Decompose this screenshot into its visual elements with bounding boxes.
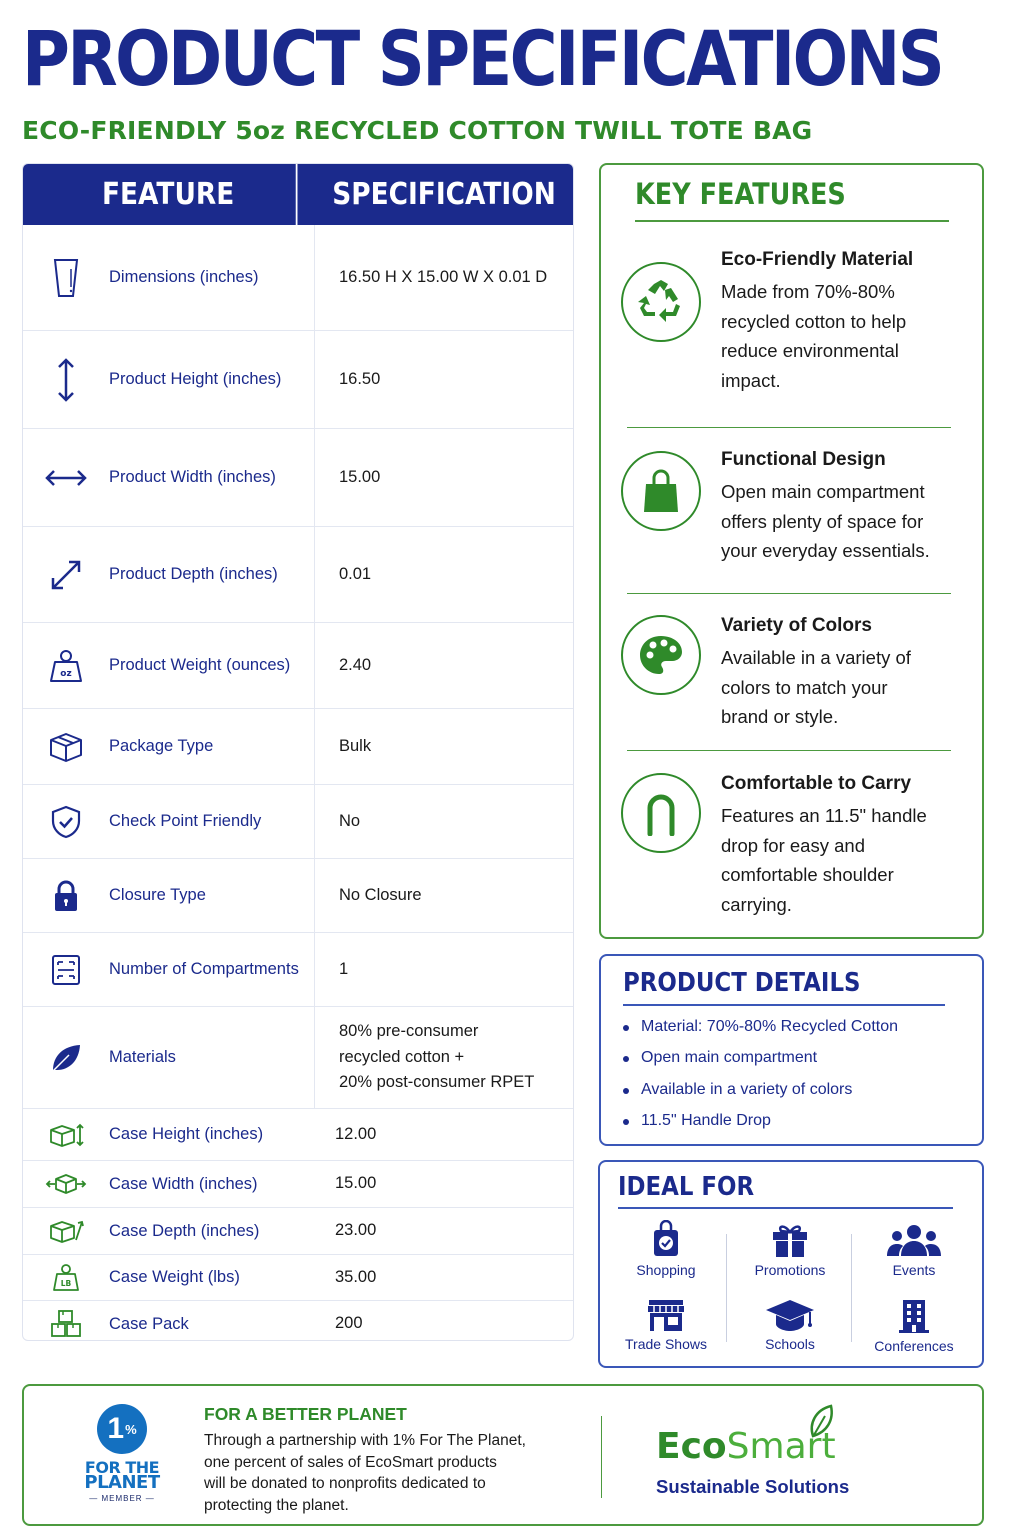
package-icon (48, 731, 84, 763)
icon-circle (621, 773, 701, 853)
key-feature-description (721, 477, 961, 566)
title-underline (623, 1004, 945, 1006)
recycle-icon (636, 278, 686, 326)
building-icon (897, 1298, 931, 1334)
key-features-title: KEY FEATURES (635, 177, 846, 211)
page-title: PRODUCT SPECIFICATIONS (22, 14, 943, 103)
feature-label: Dimensions (inches) (109, 225, 315, 330)
key-feature-description (721, 643, 961, 732)
feature-label: Product Weight (ounces) (109, 623, 315, 708)
description-line: one percent of sales of EcoSmart products (204, 1453, 497, 1471)
handle-icon (641, 790, 681, 836)
list-item: Material: 70%-80% Recycled Cotton (641, 1018, 898, 1049)
case-height-icon (48, 1122, 84, 1148)
brand-part: Eco (656, 1426, 727, 1467)
ideal-for-item (852, 1224, 976, 1278)
storefront-icon (646, 1298, 686, 1332)
list-item: 11.5" Handle Drop (641, 1112, 898, 1143)
feature-label: Product Width (inches) (109, 429, 315, 526)
ideal-for-label: Events (892, 1262, 936, 1278)
key-features-panel (599, 163, 984, 939)
brand-tagline: Sustainable Solutions (656, 1476, 850, 1497)
description-line: reduce environmental (721, 340, 899, 361)
feature-label: Materials (109, 1007, 315, 1108)
leaf-icon (49, 1042, 83, 1074)
ideal-for-label: Promotions (754, 1262, 826, 1278)
divider (627, 593, 951, 594)
icon-circle (621, 451, 701, 531)
key-feature-title: Eco-Friendly Material (721, 249, 914, 270)
weight-lb-icon (51, 1263, 81, 1293)
lock-icon (52, 879, 80, 913)
people-icon (886, 1224, 942, 1258)
diagonal-arrow-icon (49, 558, 83, 592)
list-item: Available in a variety of colors (641, 1081, 898, 1112)
ideal-for-panel (598, 1160, 984, 1368)
table-row (23, 527, 573, 623)
column-header-specification: SPECIFICATION (332, 177, 556, 212)
shopping-icon (651, 1220, 681, 1258)
feature-label: Case Weight (lbs) (109, 1268, 240, 1286)
table-row (23, 1007, 573, 1109)
description-line: impact. (721, 369, 781, 391)
column-header-feature: FEATURE (41, 164, 298, 225)
badge-number: 1 (107, 1412, 125, 1445)
icon-circle (621, 262, 701, 342)
description-line: colors to match your (721, 676, 888, 698)
cup-icon (52, 257, 80, 299)
ideal-for-title: IDEAL FOR (618, 1172, 755, 1202)
spec-table-header (23, 164, 573, 225)
page-subtitle: ECO-FRIENDLY 5oz RECYCLED COTTON TWILL TOTE BAG (22, 116, 813, 145)
feature-label: Case Depth (inches) (109, 1221, 260, 1240)
badge-percent: % (125, 1421, 137, 1437)
description-line: brand or style. (721, 706, 839, 727)
spec-value: 23.00 (335, 1221, 377, 1240)
shield-check-icon (51, 805, 81, 839)
description-line: Features an 11.5" handle (721, 805, 927, 826)
spec-value: 35.00 (335, 1267, 377, 1286)
product-details-list (641, 1018, 898, 1143)
spec-value: 0.01 (339, 564, 372, 583)
description-line: will be donated to nonprofits dedicated to (204, 1475, 486, 1492)
title-underline (618, 1207, 953, 1209)
ideal-for-item (604, 1220, 728, 1278)
key-feature-text (721, 615, 961, 732)
spec-value: 12.00 (335, 1124, 377, 1143)
table-row (23, 1208, 573, 1255)
spec-value: 15.00 (335, 1174, 377, 1193)
table-row (23, 331, 573, 429)
feature-label: Package Type (109, 709, 315, 784)
spec-value: Bulk (339, 736, 372, 755)
table-row (23, 1255, 573, 1301)
feature-label: Case Pack (109, 1314, 189, 1333)
ideal-for-item (728, 1298, 852, 1352)
key-feature-title: Comfortable to Carry (721, 773, 912, 794)
feature-label: Case Height (inches) (109, 1125, 264, 1143)
one-percent-badge (82, 1404, 162, 1503)
divider (627, 750, 951, 751)
key-feature-text (721, 773, 961, 919)
key-feature-description (721, 801, 961, 919)
ideal-for-item (604, 1298, 728, 1352)
key-feature-title: Functional Design (721, 449, 886, 470)
key-feature-title: Variety of Colors (721, 615, 872, 636)
key-feature-text (721, 449, 961, 566)
spec-value: No Closure (339, 885, 422, 904)
description-line: drop for easy and (721, 834, 865, 856)
table-row (23, 709, 573, 785)
spec-value-line: recycled cotton + (339, 1047, 465, 1066)
spec-value: 1 (339, 959, 349, 978)
svg-text:LB: LB (60, 1278, 72, 1288)
divider (601, 1416, 602, 1498)
badge-circle (97, 1404, 147, 1454)
description-line: Made from 70%-80% (721, 281, 895, 302)
vertical-arrow-icon (56, 357, 76, 403)
description-line: Available in a variety of (721, 647, 911, 668)
key-feature-text (721, 249, 961, 395)
ideal-for-label: Conferences (874, 1338, 954, 1354)
feature-label: Check Point Friendly (109, 785, 315, 858)
title-underline (635, 220, 949, 222)
table-row (23, 429, 573, 527)
badge-line: FOR THE (84, 1458, 160, 1477)
ecosmart-logo (656, 1426, 836, 1467)
table-row (23, 623, 573, 709)
spec-value: 2.40 (339, 655, 372, 674)
ideal-for-label: Schools (765, 1336, 815, 1352)
icon-circle (621, 615, 701, 695)
feature-label: Product Height (inches) (109, 331, 315, 428)
ideal-for-label: Trade Shows (625, 1336, 707, 1352)
graduation-cap-icon (764, 1298, 816, 1332)
description-line: offers plenty of space for (721, 510, 924, 532)
ideal-for-label: Shopping (636, 1262, 696, 1278)
planet-title: FOR A BETTER PLANET (204, 1404, 407, 1424)
feature-label: Closure Type (109, 859, 315, 932)
badge-line: PLANET (84, 1472, 160, 1493)
horizontal-arrow-icon (44, 468, 88, 488)
description-line: comfortable shoulder (721, 864, 894, 885)
palette-icon (637, 633, 685, 677)
shopping-bag-icon (641, 468, 681, 514)
divider (627, 427, 951, 428)
table-row (23, 1301, 573, 1341)
description-line: recycled cotton to help (721, 310, 907, 332)
boxes-icon (49, 1309, 83, 1339)
spec-value: 16.50 (339, 369, 381, 388)
spec-value-line: 20% post-consumer RPET (339, 1073, 535, 1092)
footer-panel (22, 1384, 984, 1526)
table-row (23, 1109, 573, 1161)
key-feature-description (721, 277, 961, 395)
list-item: Open main compartment (641, 1049, 898, 1080)
description-line: carrying. (721, 893, 792, 915)
ideal-for-item (852, 1298, 976, 1354)
description-line: Through a partnership with 1% For The Planet, (204, 1432, 526, 1449)
table-row (23, 1161, 573, 1208)
feature-label: Case Width (inches) (109, 1174, 258, 1193)
brand-part: Smart (726, 1426, 836, 1467)
table-row (23, 785, 573, 859)
table-row (23, 933, 573, 1007)
badge-member: — MEMBER — (89, 1494, 155, 1503)
case-width-icon (45, 1172, 87, 1196)
product-details-panel (599, 954, 984, 1146)
svg-text:oz: oz (60, 668, 72, 679)
table-row (23, 225, 573, 331)
badge-text (82, 1458, 162, 1493)
table-row (23, 859, 573, 933)
weight-oz-icon (49, 648, 83, 684)
product-details-title: PRODUCT DETAILS (623, 968, 861, 998)
description-line: your everyday essentials. (721, 540, 930, 561)
spec-value: 16.50 H X 15.00 W X 0.01 D (339, 267, 548, 286)
spec-table (22, 163, 574, 1341)
case-depth-icon (48, 1218, 84, 1244)
compartments-icon (51, 954, 81, 986)
ideal-for-item (728, 1222, 852, 1278)
spec-value-multiline (315, 1007, 573, 1108)
description-line: Open main compartment (721, 481, 925, 502)
spec-value: No (339, 811, 361, 830)
spec-value: 200 (335, 1314, 363, 1333)
spec-value: 15.00 (339, 467, 381, 486)
gift-icon (771, 1222, 809, 1258)
feature-label: Number of Compartments (109, 933, 315, 1006)
planet-description (204, 1430, 564, 1516)
spec-value-line: 80% pre-consumer (339, 1022, 479, 1041)
feature-label: Product Depth (inches) (109, 527, 315, 622)
description-line: protecting the planet. (204, 1496, 349, 1514)
